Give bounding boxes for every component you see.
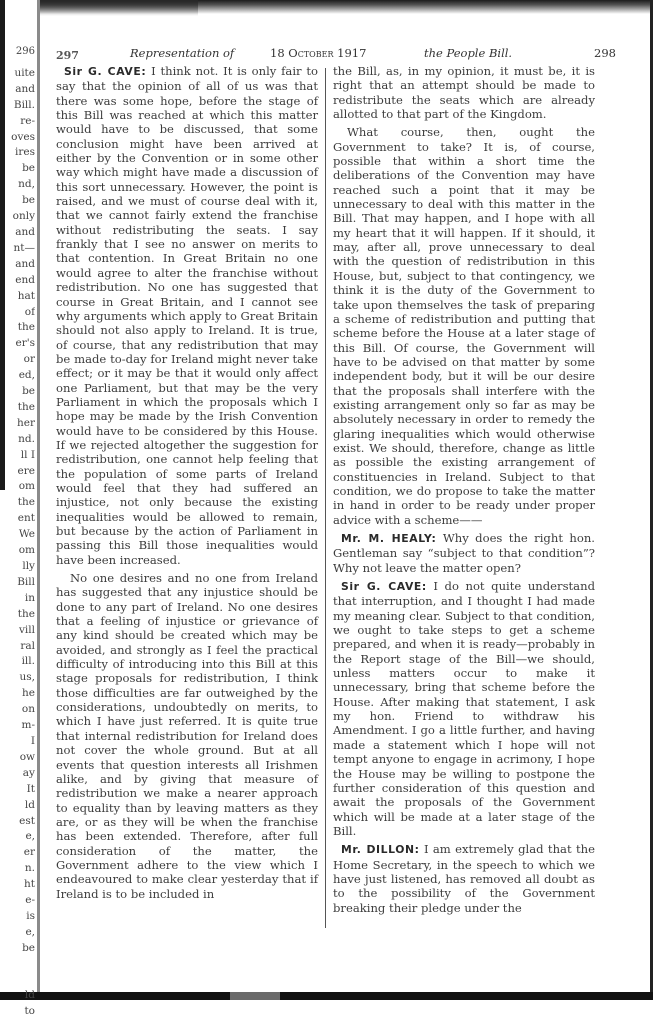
previous-page-line: nt— — [13, 241, 35, 254]
speech-paragraph — [333, 579, 595, 838]
speech-paragraph — [333, 842, 595, 915]
page-header — [54, 46, 636, 62]
paragraph-text: I think not. It is only fair to say that the opinion of all of us was that there was some hope, before the stage of this Bill was reached at which this matter would have to be discussed, that some conclusion might have been arrived at either by the Convention or in some other way which might have made a discussion of this sort unnecessary. However, the point is raised, and we must of course deal with it, that we cannot fairly extend the franchise without redistributing the seats. I say frankly that I see no answer on merits to that contention. In Great Britain no one would agree to alter the franchise without redistribution. No one has suggested that course in Great Britain, and I cannot see why arguments which apply to Great Britain should not also apply to Ireland. It is true, of course, that any redistribution that may be made to-day for Ireland might never take effect; or it may be that it would only affect one Parliament, but that may be the very Parliament in which the proposals which I hope may be made by the Irish Convention would have to be considered by this House. If we rejected altogether the suggestion for redistribution, one cannot help feeling that the population of some parts of Ireland would feel that they had suffered an injustice, not only because the existing inequalities would be allowed to remain, but because by the action of Parliament in passing this Bill those inequalities would have been increased. — [56, 64, 318, 567]
previous-page-line: est — [19, 814, 35, 827]
previous-page-line — [0, 957, 35, 973]
speech-paragraph — [333, 531, 595, 575]
previous-page-line: be — [22, 941, 35, 954]
previous-page-line: e, — [25, 925, 35, 938]
previous-page-line: ow — [19, 750, 35, 763]
scan-bottom-edge-highlight — [230, 992, 280, 1000]
previous-page-line: e- — [25, 894, 35, 907]
previous-page-line: n. — [24, 862, 35, 875]
paragraph — [333, 64, 595, 121]
previous-page-line: We — [18, 528, 35, 541]
previous-page-line: ral — [20, 639, 35, 652]
previous-page-line: Bill — [17, 575, 35, 588]
previous-page-line: her — [17, 416, 35, 429]
previous-page-line: m- — [21, 719, 35, 732]
previous-page-line: ires — [15, 146, 35, 159]
paragraph — [333, 125, 595, 527]
previous-page-line: only — [12, 210, 35, 223]
previous-page-line: e, — [25, 830, 35, 843]
previous-page-line: I — [30, 734, 35, 747]
previous-page-line: to — [24, 1005, 35, 1018]
previous-page-line — [0, 973, 35, 989]
previous-page-line: the — [17, 607, 35, 620]
previous-page-line: ere — [17, 464, 35, 477]
previous-page-line: be — [22, 385, 35, 398]
previous-page-number: 296 — [15, 46, 35, 57]
paragraph-text: I am extremely glad that the Home Secretary, in the speech to which we have just listened, has removed all doubt as to the possibility of the Government breaking their pledge under the — [333, 842, 595, 915]
speaker-name: Sir G. CAVE: — [64, 65, 147, 78]
page-number-left: 297 — [56, 49, 79, 62]
previous-page-line: lly — [22, 560, 35, 572]
previous-page-line: the — [17, 400, 35, 413]
speaker-name: Mr. M. HEALY: — [341, 532, 437, 545]
speaker-name: Mr. DILLON: — [341, 843, 420, 857]
previous-page-line: be — [22, 162, 35, 175]
paragraph-text: What course, then, ought the Government to take? It is, of course, possible that within a short time the deliberations of the Convention may have reached such a point that it may be unnecessary to deal with this matter in the Bill. That may happen, and I hope with all my heart that it will happen. If it should, it may, after all, prove unnecessary to deal with the question of redistribution in this House, but, subject to that contingency, we think it is the duty of the Government to take upon themselves the task of preparing a scheme of redistribution and putting that scheme before the House at a later stage of this Bill. Of course, the Government will have to be advised on that matter by some independent body, but it will be our desire that the proposals shall interfere with the existing arrangement only so far as may be absolutely necessary in order to remedy the glaring inequalities which would otherwise exist. We should, therefore, change as little as possible the existing arrangement of constituencies in Ireland. Subject to that condition, we do propose to take the matter in hand in order to be ready under proper advice with a scheme—— — [333, 125, 595, 527]
paragraph-text: No one desires and no one from Ireland has suggested that any injustice should be done to any part of Ireland. No one desires that a feeling of injustice or grievance of any kind should be created which may be avoided, and strongly as I feel the practical difficulty of introducing into this Bill at this stage proposals for redistribution, I think those difficulties are far outweighed by the considerations, undoubtedly on merits, to which I have just referred. It is quite true that internal redistribution for Ireland does not cover the whole ground. But at all events that question interests all Irishmen alike, and by giving that measure of redistribution we make a nearer approach to equality than by leaving matters as they are, or as they will be when the franchise has been extended. Therefore, after full consideration of the matter, the Government adhere to the view which I endeavoured to make clear yesterday that if Ireland is to be included in — [56, 571, 318, 901]
left-column — [56, 64, 318, 905]
previous-page-line: er's — [15, 337, 35, 350]
previous-page-line: oves — [11, 130, 35, 143]
previous-page-line: ent — [17, 512, 35, 525]
previous-page-line: ld — [24, 989, 35, 1002]
previous-page-line: om — [18, 480, 35, 493]
previous-page-lines — [0, 66, 35, 1020]
previous-page-line: be — [22, 194, 35, 207]
right-column — [333, 64, 595, 919]
scan-top-shadow-left — [38, 0, 198, 16]
previous-page-line: us, — [19, 671, 35, 684]
previous-page-line: om — [18, 544, 35, 557]
paragraph — [56, 571, 318, 901]
column-divider — [325, 68, 326, 928]
previous-page-line: and — [15, 225, 35, 238]
previous-page-line: he — [22, 687, 35, 700]
previous-page-line: the — [17, 321, 35, 334]
speaker-name: Sir G. CAVE: — [341, 580, 427, 594]
sitting-date: 18 October 1917 — [270, 46, 367, 60]
speech-paragraph — [56, 64, 318, 567]
scan-bottom-edge — [0, 992, 653, 1000]
paragraph-text: Why does the right hon. Gentleman say “subject to that condition”? Why not leave the matter open? — [333, 531, 595, 575]
previous-page-line: on — [21, 703, 35, 716]
previous-page-line: and — [15, 82, 35, 95]
previous-page-line: ay — [22, 766, 35, 779]
page-gutter — [37, 0, 40, 1000]
previous-page-line: of — [24, 305, 35, 318]
previous-page-line: ill. — [21, 655, 35, 668]
previous-page-line: ll I — [20, 448, 35, 461]
previous-page-line: vill — [18, 623, 35, 636]
previous-page-line: nd, — [18, 178, 35, 191]
previous-page-line: ed, — [18, 369, 35, 382]
paragraph-text: I do not quite understand that interruption, and I thought I had made my meaning clear. Subject to that condition, we ought to take steps to get a scheme prepared, and when it is ready—probably in the Report stage of the Bill—we should, unless matters occur to make it unnecessary, bring that scheme before the House. After making that statement, I ask my hon. Friend to withdraw his Amendment. I go a little further, and having made a statement which I hope will not tempt anyone to engage in acrimony, I hope the House may be willing to postpone the further consideration of this question and await the proposals of the Government which will be made at a later stage of the Bill. — [333, 579, 595, 838]
page-number-right: 298 — [594, 46, 616, 60]
previous-page-line: ht — [24, 878, 35, 891]
previous-page-line: ld — [24, 798, 35, 811]
previous-page-line: er — [23, 846, 35, 859]
previous-page-line: end — [15, 273, 35, 286]
previous-page-line: is — [26, 909, 35, 922]
previous-page-line: and — [15, 257, 35, 270]
previous-page-fragment — [0, 44, 35, 1020]
previous-page-line: Bill. — [13, 98, 35, 111]
previous-page-line: re- — [20, 114, 35, 127]
previous-page-line: the — [17, 496, 35, 509]
previous-page-line: uite — [14, 66, 35, 79]
previous-page-line: nd. — [18, 432, 35, 445]
paragraph-text: the Bill, as, in my opinion, it must be, it is right that an attempt should be made to redistribute the seats which are already allotted to that part of the Kingdom. — [333, 64, 595, 122]
running-title-left: Representation of — [130, 46, 235, 60]
running-title-right: the People Bill. — [424, 46, 513, 60]
previous-page-line: or — [23, 353, 35, 366]
previous-page-line: hat — [17, 289, 35, 302]
previous-page-line: in — [24, 591, 35, 604]
previous-page-line: It — [26, 782, 35, 795]
